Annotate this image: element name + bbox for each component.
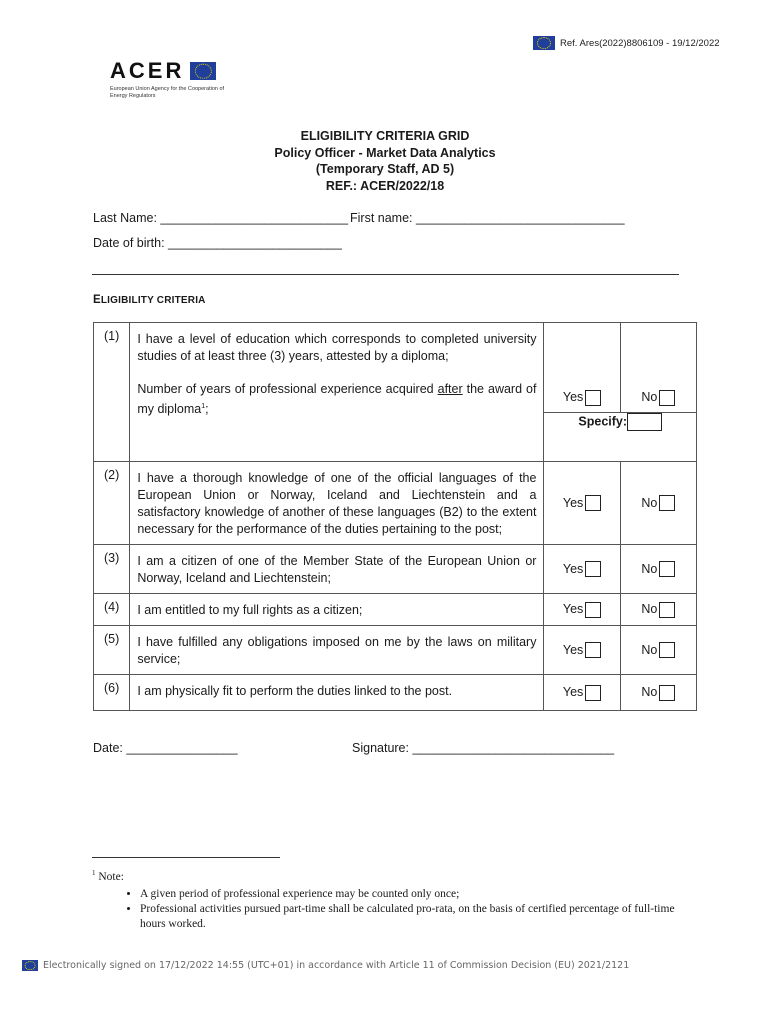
- criterion-number: (6): [94, 675, 130, 711]
- specify-input[interactable]: [627, 413, 662, 431]
- no-checkbox[interactable]: [659, 495, 675, 511]
- eu-flag-icon: [22, 960, 38, 971]
- criterion-text: I am a citizen of one of the Member State of the European Union or Norway, Iceland and Liechtenstein;: [130, 545, 544, 594]
- experience-years-text: Number of years of professional experience acquired after the award of my diploma$^1$;: [137, 382, 537, 417]
- yes-option[interactable]: Yes: [544, 545, 620, 594]
- no-checkbox[interactable]: [659, 685, 675, 701]
- no-option[interactable]: No: [620, 545, 696, 594]
- yes-option[interactable]: Yes: [544, 462, 620, 545]
- title-line-3: (Temporary Staff, AD 5): [315, 162, 455, 176]
- yes-checkbox[interactable]: [585, 602, 601, 618]
- criterion-text: I am physically fit to perform the duties linked to the post.: [130, 675, 544, 711]
- yes-option[interactable]: Yes: [544, 323, 620, 413]
- title-line-4: REF.: ACER/2022/18: [325, 178, 445, 193]
- no-checkbox[interactable]: [659, 561, 675, 577]
- title-line-1: ELIGIBILITY CRITERIA GRID: [300, 129, 470, 143]
- footnote-item: • Professional activities pursued part-time shall be calculated pro-rata, on the basis of certified percentage of full-time hours worked.: [140, 902, 692, 932]
- yes-checkbox[interactable]: [585, 642, 601, 658]
- footnote: $^1$ Note: • A given period of professional experience may be counted only once; • Professional activities pursued part-time shall be calculated pro-rata, on the basis of certified percentage of full-time hours worked.: [92, 866, 692, 932]
- eu-flag-icon: [190, 62, 216, 80]
- criterion-number: (3): [94, 545, 130, 594]
- logo-text: ACER: [110, 58, 185, 83]
- acer-logo: [110, 58, 240, 99]
- no-option[interactable]: No: [620, 462, 696, 545]
- esign-text: Electronically signed on 17/12/2022 14:55 (UTC+01) in accordance with Article 11 of Commission Decision (EU) 2021/2121: [43, 960, 630, 971]
- section-heading: ELIGIBILITY CRITERIA: [93, 294, 206, 306]
- criterion-row-4: [94, 594, 697, 626]
- title-line-2: Policy Officer - Market Data Analytics: [274, 145, 496, 160]
- criterion-number: (2): [94, 462, 130, 545]
- ares-reference-text: Ref. Ares(2022)8806109 - 19/12/2022: [560, 37, 720, 49]
- criterion-number: (5): [94, 626, 130, 675]
- footnote-item: • A given period of professional experience may be counted only once;: [140, 887, 692, 902]
- yes-checkbox[interactable]: [585, 390, 601, 406]
- criterion-text: I have a thorough knowledge of one of the official languages of the European Union or Norway, Iceland and Liechtenstein and a satisfactory knowledge of another of these languages (B2) to the extent necessary for the performance of the duties pertaining to the post;: [130, 462, 544, 545]
- last-name-field[interactable]: Last Name: ___________________________: [93, 211, 349, 225]
- no-checkbox[interactable]: [659, 642, 675, 658]
- criterion-row-6: [94, 675, 697, 711]
- footnote-rule: [92, 857, 280, 858]
- no-checkbox[interactable]: [659, 602, 675, 618]
- criteria-table: [93, 322, 697, 711]
- specify-cell: Specify:: [544, 413, 697, 462]
- date-field[interactable]: Date: ________________: [93, 741, 238, 755]
- yes-option[interactable]: Yes: [544, 626, 620, 675]
- footnote-list: [92, 887, 692, 932]
- criterion-text: I am entitled to my full rights as a citizen;: [130, 594, 544, 626]
- ares-reference: [533, 36, 720, 50]
- yes-checkbox[interactable]: [585, 685, 601, 701]
- electronic-signature-notice: [22, 960, 629, 971]
- document-title: [0, 128, 770, 194]
- yes-checkbox[interactable]: [585, 495, 601, 511]
- no-option[interactable]: No: [620, 675, 696, 711]
- first-name-field[interactable]: First name: ______________________________: [350, 211, 625, 225]
- criterion-number: (4): [94, 594, 130, 626]
- criterion-number: (1): [94, 323, 130, 462]
- yes-option[interactable]: Yes: [544, 594, 620, 626]
- criterion-1-text: I have a level of education which corresponds to completed university studies of at least three (3) years, attested by a diploma;: [137, 332, 537, 363]
- date-of-birth-field[interactable]: Date of birth: _________________________: [93, 236, 342, 250]
- no-checkbox[interactable]: [659, 390, 675, 406]
- eu-flag-icon: [533, 36, 555, 50]
- criterion-text: I have fulfilled any obligations imposed on me by the laws on military service;: [130, 626, 544, 675]
- logo-subtitle: European Union Agency for the Cooperation of Energy Regulators: [110, 86, 225, 99]
- divider: [92, 274, 679, 275]
- signature-field[interactable]: Signature: _____________________________: [352, 741, 615, 755]
- criterion-row-1: [94, 323, 697, 413]
- criterion-row-2: [94, 462, 697, 545]
- no-option[interactable]: No: [620, 626, 696, 675]
- no-option[interactable]: No: [620, 323, 696, 413]
- yes-option[interactable]: Yes: [544, 675, 620, 711]
- yes-checkbox[interactable]: [585, 561, 601, 577]
- criterion-text: [130, 323, 544, 462]
- criterion-row-5: [94, 626, 697, 675]
- no-option[interactable]: No: [620, 594, 696, 626]
- criterion-row-3: [94, 545, 697, 594]
